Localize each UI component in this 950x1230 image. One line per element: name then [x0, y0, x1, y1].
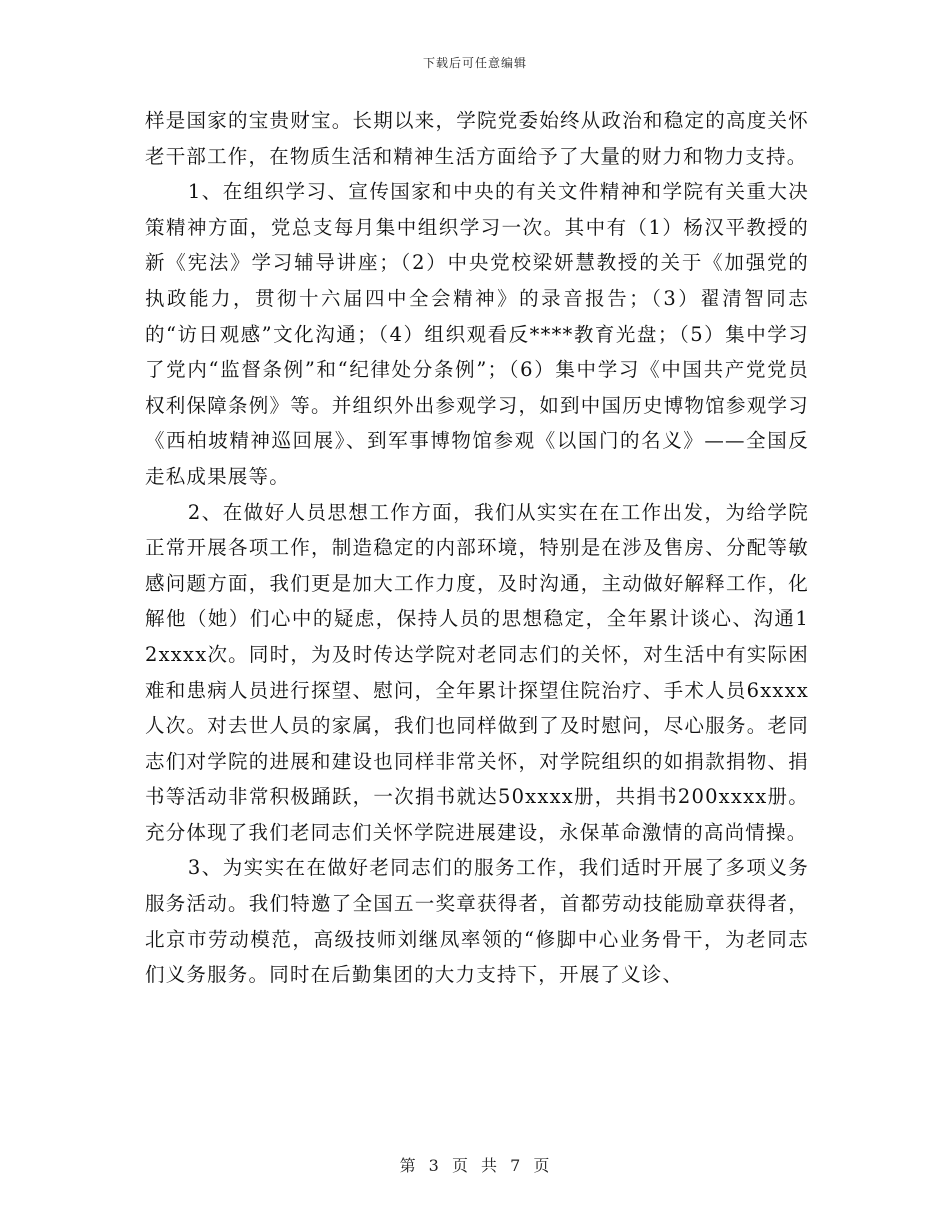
paragraph-item-1: 1、在组织学习、宣传国家和中央的有关文件精神和学院有关重大决策精神方面，党总支每月集中组织学习一次。其中有（1）杨汉平教授的新《宪法》学习辅导讲座；（2）中央党校梁妍慧教授的关于《加强党的执政能力，贯彻十六届四中全会精神》的录音报告；（3）翟清智同志的“访日观感”文化沟通；（4）组织观看反****教育光盘；（5）集中学习了党内“监督条例”和“纪律处分条例”；（6）集中学习《中国共产党党员权利保障条例》等。并组织外出参观学习，如到中国历史博物馆参观学习《西柏坡精神巡回展》、到军事博物馆参观《以国门的名义》——全国反走私成果展等。 [145, 180, 809, 488]
page-header: 下载后可任意编辑 [422, 56, 527, 70]
paragraph-item-2: 2、在做好人员思想工作方面，我们从实实在在工作出发，为给学院正常开展各项工作，制造稳定的内部环境，特别是在涉及售房、分配等敏感问题方面，我们更是加大工作力度，及时沟通，主动做好解释工作，化解他（她）们心中的疑虑，保持人员的思想稳定，全年累计谈心、沟通12xxxx次。同时，为及时传达学院对老同志们的关怀，对生活中有实际困难和患病人员进行探望、慰问，全年累计探望住院治疗、手术人员6xxxx人次。对去世人员的家属，我们也同样做到了及时慰问，尽心服务。老同志们对学院的进展和建设也同样非常关怀，对学院组织的如捐款捐物、捐书等活动非常积极踊跃，一次捐书就达50xxxx册，共捐书200xxxx册。充分体现了我们老同志们关怀学院进展建设，永保革命激情的高尚情操。 [145, 500, 809, 844]
document-body [145, 103, 809, 993]
page-number-footer: 第 3 页 共 7 页 [399, 1156, 551, 1175]
paragraph-continuation: 样是国家的宝贵财宝。长期以来，学院党委始终从政治和稳定的高度关怀老干部工作，在物质生活和精神生活方面给予了大量的财力和物力支持。 [145, 109, 809, 168]
paragraph-item-3: 3、为实实在在做好老同志们的服务工作，我们适时开展了多项义务服务活动。我们特邀了全国五一奖章获得者，首都劳动技能励章获得者，北京市劳动模范，高级技师刘继凤率领的“修脚中心业务骨干，为老同志们义务服务。同时在后勤集团的大力支持下，开展了义诊、 [145, 856, 809, 987]
